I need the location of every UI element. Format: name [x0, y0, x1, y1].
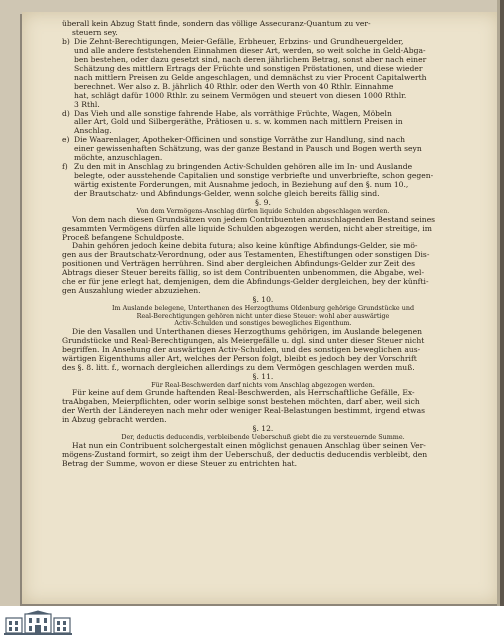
- list-item-label: b): [62, 36, 70, 46]
- text-line: Die Zehnt-Berechtigungen, Meier-Gefälle, Erbheuer, Erbzins- und Grundheuergelder,: [74, 36, 404, 46]
- text-line: belegte, oder ausstehende Capitalien und sonstige verbriefte und unverbriefte, schon gegen-: [74, 171, 434, 181]
- text-line: Zu den mit in Anschlag zu bringenden Activ-Schulden gehören alle im In- und Auslande: [74, 162, 413, 172]
- text-line: in Abzug gebracht werden.: [62, 415, 167, 425]
- list-item: [62, 110, 464, 137]
- section-summary: Der, deductis deducendis, verbleibende Ueberschuß giebt die zu versteuernde Summe.: [121, 433, 405, 441]
- text-line: positionen und Verträgen herrühren. Sind aber dergleichen Abfindungs-Gelder zur Zeit des: [62, 259, 415, 269]
- text-line: mögens-Zustand formirt, so zeigt ihm der Ueberschuß, der deductis deducendis verbleibt, den: [62, 449, 428, 459]
- text-line: Von dem nach diesen Grundsätzen von jedem Contribuenten anzuschlagenden Bestand seines: [72, 214, 436, 224]
- text-line: Hat nun ein Contribuent solchergestalt einen möglichst genauen Anschlag über seinen Ver-: [72, 440, 426, 450]
- footer-band: [0, 606, 504, 639]
- section-summary: Für Real-Beschwerden darf nichts vom Anschlag abgezogen werden.: [151, 380, 375, 389]
- text-line: traAbgaben, Meierpflichten, oder worin selbige sonst bestehen möchten, darf aber, weil sich: [62, 397, 420, 407]
- text-line: ben bestehen, oder dazu gesetzt sind, nach deren jährlichem Betrag, sonst aber nach einer: [74, 54, 427, 64]
- text-line: Schätzung des mittlern Ertrags der Früchte und sonstigen Pröstationen, und diese wieder: [74, 63, 423, 73]
- section-heading: §. 11.: [252, 371, 274, 381]
- text-line: Betrag der Summe, wovon er diese Steuer zu entrichten hat.: [62, 458, 297, 468]
- text-line: Anschlag.: [74, 126, 112, 136]
- document-text: [62, 20, 464, 468]
- section-heading: §. 10.: [252, 295, 274, 305]
- text-line: der Brautschatz- und Abfindungs-Gelder, wenn solche gleich bereits fällig sind.: [74, 189, 380, 199]
- text-line: aller Art, Gold und Silbergeräthe, Prätiosen u. s. w. kommen nach mittlern Preisen in: [74, 117, 403, 127]
- text-line: einer gewissenhaften Schätzung, was der ganze Bestand in Pausch und Bogen werth seyn: [74, 144, 422, 154]
- text-line: nach mittlern Preisen zu Gelde angeschlagen, und demnächst zu vier Procent Capitalwerth: [74, 72, 427, 82]
- section-summary: Real-Berechtigungen gehören nicht unter diese Steuer: wohl aber auswärtige: [136, 311, 390, 320]
- text-line: und alle andere feststehenden Einnahmen dieser Art, werden, so weit solche in Geld-Abga-: [74, 45, 426, 55]
- text-line: Abtrags dieser Steuer bereits fällig, so ist dem Contribuenten unbenommen, die Abgabe, wel-: [62, 268, 425, 278]
- enumerated-list: [62, 38, 464, 199]
- list-item-label: f): [62, 162, 68, 172]
- list-item: [62, 38, 464, 110]
- page-edge-dark: [500, 0, 504, 639]
- text-line: gesammten Vermögens dürfen alle liquide Schulden abgezogen werden, nicht aber streitige, im: [62, 223, 433, 233]
- section-summary: Activ-Schulden und sonstiges bewegliches Eigenthum.: [174, 319, 352, 328]
- text-line: gen Auszahlung wieder abzuziehen.: [62, 286, 201, 296]
- section-heading: §. 9.: [255, 198, 271, 208]
- text-line: der Werth der Ländereyen nach mehr oder weniger Real-Belastungen bestimmt, irgend etwas: [62, 406, 425, 416]
- text-line: Dahin gehören jedoch keine debita futura; also keine künftige Abfindungs-Gelder, sie mö-: [72, 241, 418, 251]
- list-item-label: d): [62, 108, 70, 118]
- text-line: Für keine auf dem Grunde haftenden Real-Beschwerden, als Herrschaftliche Gefälle, Ex-: [72, 388, 415, 398]
- text-line: wärtig existente Forderungen, mit Ausnahme jedoch, in Beziehung auf den §. num 10.,: [74, 180, 409, 190]
- section-summary: Im Auslande belegene, Unterthanen des Herzogthums Oldenburg gehörige Grundstücke und: [111, 304, 415, 313]
- text-line: wärtigen Eigenthums aller Art, welches der Person folgt, bleibt es jedoch bey der Vorschrift: [62, 353, 417, 363]
- text-line: steuern sey.: [72, 27, 118, 37]
- text-line: hat, schlägt dafür 1000 Rthlr. zu seinem Vermögen und steuert von diesen 1000 Rthlr.: [74, 90, 407, 100]
- text-line: des §. 8. litt. f., wornach dergleichen allerdings zu dem Vermögen geschlagen werden muß.: [62, 362, 415, 372]
- text-line: berechnet. Wer also z. B. jährlich 40 Rthlr. oder den Werth von 40 Rthlr. Einnahme: [74, 81, 394, 91]
- text-line: überall kein Abzug Statt finde, sondern das völlige Assecuranz-Quantum zu ver-: [62, 19, 371, 28]
- section-summary: Von dem Vermögens-Anschlag dürfen liquide Schulden abgeschlagen werden.: [136, 207, 390, 216]
- text-line: 3 Rthl.: [74, 99, 100, 109]
- text-line: begriffen. In Ansehung der auswärtigen Activ-Schulden, und des sonstigen beweglichen aus-: [62, 344, 421, 354]
- text-line: Das Vieh und alle sonstige fahrende Habe, als vorräthige Früchte, Wagen, Möbeln: [74, 108, 392, 118]
- text-line: che er für jene erlegt hat, demjenigen, dem die Abfindungs-Gelder dergleichen, bey der künfti-: [62, 277, 429, 287]
- list-item-label: e): [62, 135, 70, 145]
- text-line: Die Waarenlager, Apotheker-Officinen und sonstige Vorräthe zur Handlung, sind nach: [74, 135, 405, 145]
- text-line: möchte, anzuschlagen.: [74, 153, 163, 163]
- text-line: gen aus der Brautschatz-Verordnung, oder aus Testamenten, Ehestiftungen oder sonstigen Dis-: [62, 250, 430, 260]
- text-line: Proceß befangene Schuldposte.: [62, 232, 185, 242]
- list-item: [62, 163, 464, 199]
- library-building-icon: [3, 610, 73, 636]
- section-heading: §. 12.: [252, 424, 274, 434]
- text-line: Die den Vasallen und Unterthanen dieses Herzogthums gehörigen, im Auslande belegenen: [72, 326, 422, 336]
- list-item: [62, 136, 464, 163]
- text-line: Grundstücke und Real-Berechtigungen, als Meiergefälle u. dgl. sind unter dieser Steuer nicht: [62, 335, 425, 345]
